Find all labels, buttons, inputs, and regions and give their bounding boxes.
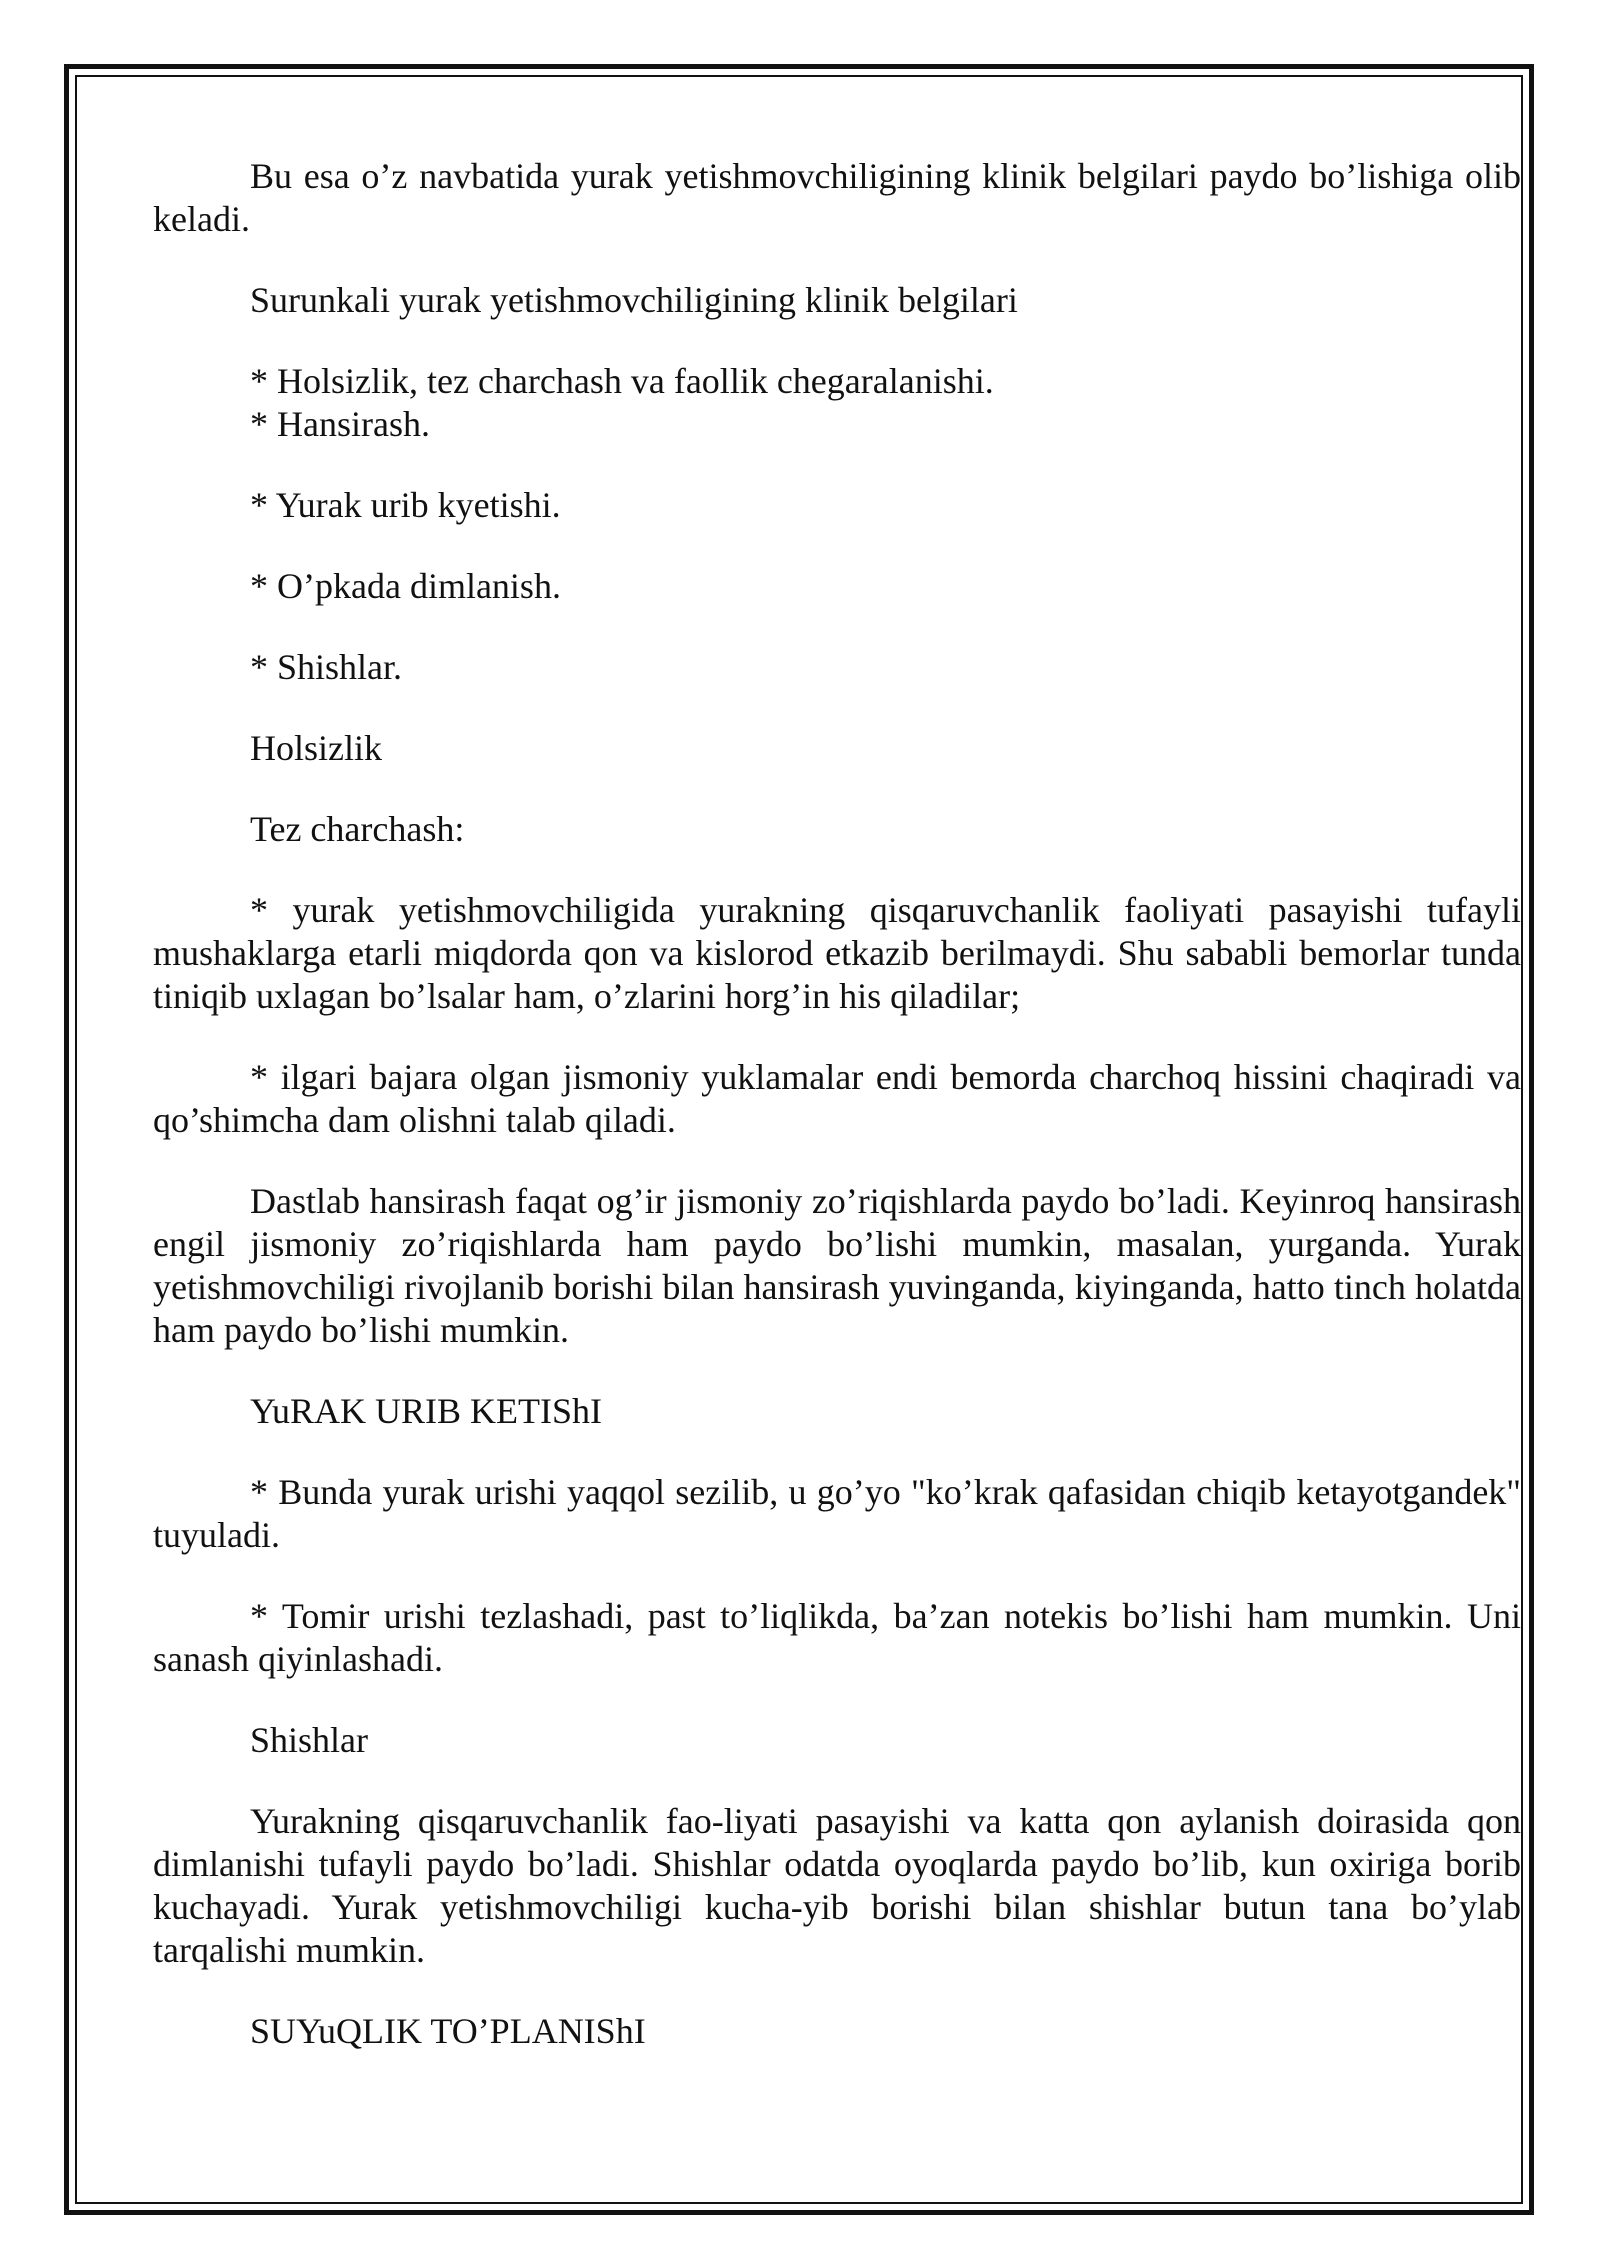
section-heading-clinical-signs: Surunkali yurak yetishmovchiligining klinik belgilari — [250, 280, 1018, 320]
list-item-lung-congestion: * O’pkada dimlanish. — [250, 566, 561, 606]
paragraph-edema: Yurakning qisqaruvchanlik fao-liyati pasayishi va katta qon aylanish doirasida qon dimlanishi tufayli paydo bo’ladi. Shishlar odatda oyoqlarda paydo bo’lib, kun oxiriga borib kuchayadi. Yurak yetishmovchiligi kucha-yib borishi bilan shishlar butun tana bo’ylab tarqalishi mumkin. — [153, 1801, 1521, 1970]
section-heading-edema: Shishlar — [250, 1720, 369, 1760]
paragraph-intro: Bu esa o’z navbatida yurak yetishmovchiligining klinik belgilari paydo bo’lishiga olib keladi. — [153, 156, 1521, 239]
paragraph-palpitations-2: * Tomir urishi tezlashadi, past to’liqlikda, ba’zan notekis bo’lishi ham mumkin. Uni sanash qiyinlashadi. — [153, 1596, 1521, 1679]
paragraph-fatigue-1: * yurak yetishmovchiligida yurakning qisqaruvchanlik faoliyati pasayishi tufayli mushaklarga etarli miqdorda qon va kislorod etkazib berilmaydi. Shu sababli bemorlar tunda tiniqib uxlagan bo’lsalar ham, o’zlarini horg’in his qiladilar; — [153, 890, 1521, 1016]
paragraph-palpitations-1: * Bunda yurak urishi yaqqol sezilib, u go’yo "ko’krak qafasidan chiqib ketayotgandek" tuyuladi. — [153, 1472, 1521, 1555]
paragraph-fatigue-2: * ilgari bajara olgan jismoniy yuklamalar endi bemorda charchoq hissini chaqiradi va qo’shimcha dam olishni talab qiladi. — [153, 1057, 1521, 1140]
list-item-weakness: * Holsizlik, tez charchash va faollik chegaralanishi. — [250, 361, 994, 401]
list-item-palpitations: * Yurak urib kyetishi. — [250, 485, 561, 525]
list-item-dyspnea: * Hansirash. — [250, 404, 430, 444]
list-item-edema: * Shishlar. — [250, 647, 403, 687]
paragraph-dyspnea: Dastlab hansirash faqat og’ir jismoniy zo’riqishlarda paydo bo’ladi. Keyinroq hansirash engil jismoniy zo’riqishlarda ham paydo bo’lishi mumkin, masalan, yurganda. Yurak yetishmovchiligi rivojlanib borishi bilan hansirash yuvinganda, kiyinganda, hatto tinch holatda ham paydo bo’lishi mumkin. — [153, 1181, 1521, 1350]
section-heading-fluid-accumulation: SUYuQLIK TO’PLANIShI — [250, 2011, 646, 2051]
section-heading-weakness: Holsizlik — [250, 728, 382, 768]
section-heading-fatigue: Tez charchash: — [250, 809, 465, 849]
document-body — [153, 155, 1521, 2091]
section-heading-palpitations: YuRAK URIB KETIShI — [250, 1391, 603, 1431]
